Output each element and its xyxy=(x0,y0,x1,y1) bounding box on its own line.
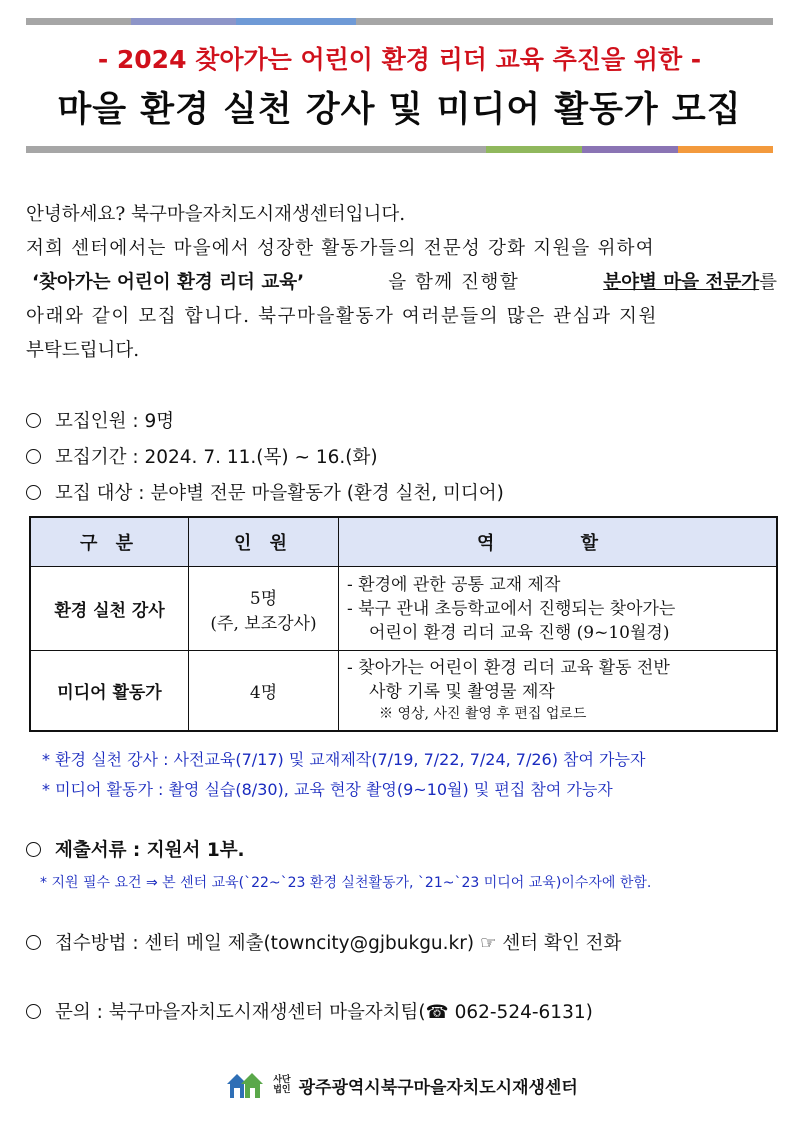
corp-label: 사단 법인 xyxy=(273,1075,291,1095)
table-row xyxy=(30,651,777,731)
bar-segment xyxy=(26,18,131,25)
circle-bullet-icon xyxy=(26,842,41,857)
bar-segment xyxy=(236,18,356,25)
bar-segment xyxy=(131,18,236,25)
intro-line: 부탁드립니다. xyxy=(26,340,140,361)
circle-bullet-icon xyxy=(26,485,41,500)
recruit-count-item: 모집인원 : 9명 xyxy=(26,407,174,433)
bar-segment xyxy=(582,146,678,153)
row-roles: - 환경에 관한 공통 교재 제작 - 북구 관내 초등학교에서 진행되는 찾아가는 어린이 환경 리더 교육 진행 (9~10월경) xyxy=(339,567,778,651)
top-color-bar xyxy=(26,18,773,25)
circle-bullet-icon xyxy=(26,935,41,950)
org-name: 광주광역시북구마을자치도시재생센터 xyxy=(298,1077,578,1098)
documents-requirement: * 지원 필수 요건 ⇒ 본 센터 교육(`22~`23 환경 실천활동가, `21~`23 미디어 교육)이수자에 한함. xyxy=(40,875,652,891)
row-category: 미디어 활동가 xyxy=(30,651,189,731)
bar-segment xyxy=(26,146,486,153)
documents-item: 제출서류 : 지원서 1부. xyxy=(26,836,245,862)
intro-line: 안녕하세요? 북구마을자치도시재생센터입니다. xyxy=(26,204,406,225)
header-category: 구 분 xyxy=(30,517,189,567)
footer xyxy=(0,1070,803,1100)
circle-bullet-icon xyxy=(26,449,41,464)
house-logo-icon xyxy=(225,1070,265,1100)
row-category: 환경 실천 강사 xyxy=(30,567,189,651)
table-header-row xyxy=(30,517,777,567)
contact-item: 문의 : 북구마을자치도시재생센터 마을자치팀(☎ 062-524-6131) xyxy=(26,998,593,1024)
bottom-color-bar xyxy=(26,146,773,153)
circle-bullet-icon xyxy=(26,413,41,428)
roles-table xyxy=(29,516,778,732)
intro-line: ‘찾아가는 어린이 환경 리더 교육’ 을 함께 진행할 분야별 마을 전문가를 xyxy=(26,266,777,300)
bar-segment xyxy=(678,146,773,153)
intro-line: 저희 센터에서는 마을에서 성장한 활동가들의 전문성 강화 지원을 위하여 xyxy=(26,238,655,259)
recruit-target-item: 모집 대상 : 분야별 전문 마을활동가 (환경 실천, 미디어) xyxy=(26,479,504,505)
target-highlight: 분야별 마을 전문가 xyxy=(603,272,760,293)
note-eco-instructor: * 환경 실천 강사 : 사전교육(7/17) 및 교재제작(7/19, 7/22, 7/24, 7/26) 참여 가능자 xyxy=(42,750,646,769)
row-roles: - 찾아가는 어린이 환경 리더 교육 활동 전반 사항 기록 및 촬영물 제작 ※ 영상, 사진 촬영 후 편집 업로드 xyxy=(339,651,778,731)
circle-bullet-icon xyxy=(26,1004,41,1019)
bar-segment xyxy=(486,146,582,153)
header-subtitle: - 2024 찾아가는 어린이 환경 리더 교육 추진을 위한 - xyxy=(97,45,702,74)
intro-line: 아래와 같이 모집 합니다. 북구마을활동가 여러분들의 많은 관심과 지원 xyxy=(26,306,658,327)
row-count: 5명 (주, 보조강사) xyxy=(189,567,339,651)
recruit-period-item: 모집기간 : 2024. 7. 11.(목) ~ 16.(화) xyxy=(26,443,378,469)
row-count: 4명 xyxy=(189,651,339,731)
bar-segment xyxy=(356,18,773,25)
header-role: 역 할 xyxy=(339,517,778,567)
note-media-activist: * 미디어 활동가 : 촬영 실습(8/30), 교육 현장 촬영(9~10월) 및 편집 참여 가능자 xyxy=(42,780,613,799)
page-title: 마을 환경 실천 강사 및 미디어 활동가 모집 xyxy=(57,90,742,130)
header-count: 인 원 xyxy=(189,517,339,567)
intro-paragraph xyxy=(26,198,777,368)
submission-item: 접수방법 : 센터 메일 제출(towncity@gjbukgu.kr) ☞ 센터 확인 전화 xyxy=(26,929,621,955)
program-name: ‘찾아가는 어린이 환경 리더 교육’ xyxy=(32,272,305,293)
table-row xyxy=(30,567,777,651)
